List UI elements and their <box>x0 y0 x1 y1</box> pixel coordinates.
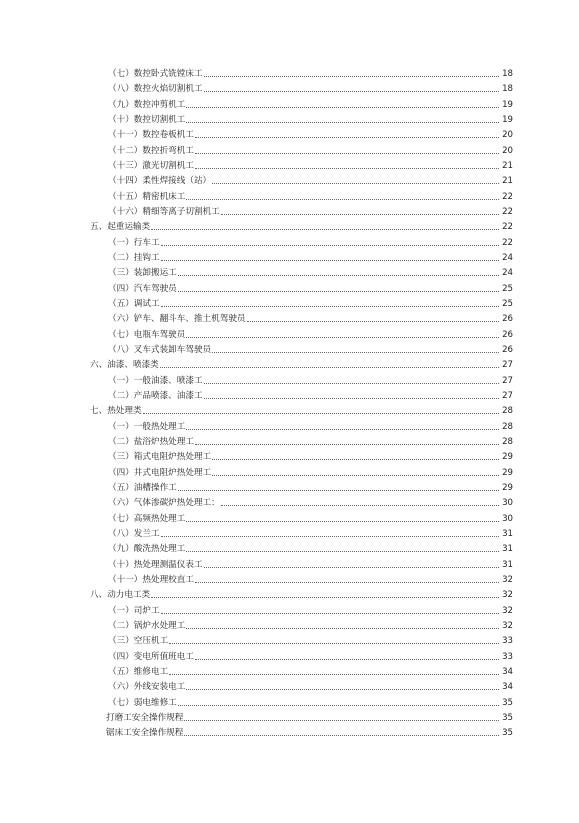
toc-dot-leader <box>204 567 499 568</box>
toc-entry[interactable] <box>108 603 513 617</box>
toc-dot-leader <box>151 229 499 230</box>
toc-entry-title: 七、热处理类 <box>90 406 142 417</box>
toc-dot-leader <box>178 705 499 706</box>
toc-page-number: 27 <box>502 360 513 371</box>
toc-dot-leader <box>184 720 499 721</box>
toc-dot-leader <box>169 643 499 644</box>
toc-dot-leader <box>161 306 499 307</box>
toc-page-number: 26 <box>502 329 513 340</box>
toc-entry-title: （十四）柔性焊接线（站） <box>108 176 212 187</box>
toc-page-number: 21 <box>502 176 513 187</box>
toc-entry[interactable] <box>108 649 513 663</box>
toc-page-number: 34 <box>502 666 513 677</box>
toc-entry-title: （二）锅炉水处理工 <box>108 620 186 631</box>
toc-dot-leader <box>186 628 499 629</box>
toc-entry[interactable] <box>108 97 513 111</box>
toc-dot-leader <box>161 260 499 261</box>
toc-entry-title: 六、油漆、喷漆类 <box>90 360 159 371</box>
toc-entry[interactable] <box>108 465 513 479</box>
toc-entry[interactable] <box>108 495 513 509</box>
toc-entry[interactable] <box>108 557 513 571</box>
toc-dot-leader <box>151 597 499 598</box>
toc-dot-leader <box>186 429 499 430</box>
toc-entry[interactable] <box>108 143 513 157</box>
toc-entry[interactable] <box>108 480 513 494</box>
toc-entry-title: （三）空压机工 <box>108 636 169 647</box>
toc-page-number: 32 <box>502 605 513 616</box>
toc-dot-leader <box>195 137 499 138</box>
toc-entry[interactable] <box>108 189 513 203</box>
toc-entry[interactable] <box>108 664 513 678</box>
toc-dot-leader <box>212 352 499 353</box>
toc-entry-title: （十一）热处理校直工 <box>108 574 194 585</box>
toc-page-number: 31 <box>502 559 513 570</box>
toc-entry-title: （五）维修电工 <box>108 666 169 677</box>
toc-dot-leader <box>221 505 499 506</box>
toc-entry-title: （一）行车工 <box>108 237 160 248</box>
toc-page-number: 32 <box>502 574 513 585</box>
toc-page-number: 28 <box>502 436 513 447</box>
toc-page-number: 28 <box>502 421 513 432</box>
toc-dot-leader <box>212 183 499 184</box>
toc-entry[interactable] <box>90 403 513 417</box>
toc-page-number: 22 <box>502 191 513 202</box>
toc-dot-leader <box>195 153 499 154</box>
toc-entry-title: （一）司炉工 <box>108 605 160 616</box>
toc-page-number: 22 <box>502 207 513 217</box>
toc-entry[interactable] <box>108 679 513 693</box>
toc-page-number: 32 <box>502 590 513 601</box>
toc-entry[interactable] <box>108 235 513 249</box>
toc-entry-title: （七）电瓶车驾驶员 <box>108 329 186 340</box>
toc-entry[interactable] <box>108 541 513 555</box>
toc-entry[interactable] <box>108 173 513 187</box>
toc-entry-title: （一）一般热处理工 <box>108 421 186 432</box>
toc-page-number: 29 <box>502 482 513 493</box>
toc-entry-title: （六）外线安装电工 <box>108 682 186 693</box>
toc-entry[interactable] <box>108 81 513 95</box>
toc-entry-title: （十三）激光切割机工 <box>108 161 194 171</box>
toc-entry[interactable] <box>108 158 513 172</box>
toc-entry-title: （十）数控切割机工 <box>108 115 186 125</box>
toc-dot-leader <box>178 275 499 276</box>
toc-entry[interactable] <box>108 281 513 295</box>
toc-page-number: 25 <box>502 298 513 309</box>
toc-page-number: 25 <box>502 283 513 294</box>
toc-entry[interactable] <box>108 296 513 310</box>
toc-page-number: 26 <box>502 314 513 325</box>
toc-dot-leader <box>195 659 499 660</box>
toc-dot-leader <box>195 168 499 169</box>
toc-dot-leader <box>178 291 499 292</box>
toc-entry[interactable] <box>108 204 513 218</box>
toc-dot-leader <box>186 199 499 200</box>
toc-page-number: 19 <box>502 115 513 125</box>
toc-dot-leader <box>186 551 499 552</box>
toc-entry-title: （十）热处理测温仪表工 <box>108 559 203 570</box>
toc-page-number: 21 <box>502 161 513 171</box>
toc-entry[interactable] <box>108 127 513 141</box>
toc-entry[interactable] <box>108 388 513 402</box>
toc-entry[interactable] <box>90 219 513 233</box>
toc-dot-leader <box>161 245 499 246</box>
toc-entry-title: （三）装卸搬运工 <box>108 268 177 279</box>
toc-dot-leader <box>204 383 499 384</box>
toc-dot-leader <box>186 107 499 108</box>
toc-entry-title: （三）箱式电阻炉热处理工 <box>108 452 212 463</box>
toc-entry[interactable] <box>108 618 513 632</box>
toc-dot-leader <box>204 91 499 92</box>
toc-entry[interactable] <box>108 695 513 709</box>
toc-entry[interactable] <box>108 511 513 525</box>
toc-entry-title: （八）叉车式装卸车驾驶员 <box>108 344 212 355</box>
toc-entry-title: （九）酸洗热处理工 <box>108 544 186 555</box>
toc-entry-title: （四）井式电阻炉热处理工 <box>108 467 212 478</box>
toc-page-number: 19 <box>502 99 513 110</box>
toc-page-number: 33 <box>502 636 513 647</box>
toc-entry-title: 锯床工安全操作规程 <box>106 728 184 739</box>
toc-entry[interactable] <box>106 710 513 724</box>
toc-page-number: 35 <box>502 712 513 723</box>
toc-entry-title: （二）产品喷漆、油漆工 <box>108 390 203 401</box>
toc-page-number: 22 <box>502 222 513 233</box>
toc-entry-title: （八）数控火焰切割机工 <box>108 84 203 95</box>
toc-entry[interactable] <box>108 250 513 264</box>
toc-dot-leader <box>195 582 499 583</box>
toc-entry-title: （七）数控卧式铣镗床工 <box>108 69 203 79</box>
toc-entry-title: 打磨工安全操作规程 <box>106 712 184 723</box>
toc-entry-title: （一）一般油漆、喷漆工 <box>108 375 203 386</box>
toc-dot-leader <box>247 321 499 322</box>
toc-entry-title: （十二）数控折弯机工 <box>108 145 194 156</box>
toc-page-number: 30 <box>502 498 513 509</box>
toc-entry-title: （五）调试工 <box>108 298 160 309</box>
toc-entry[interactable] <box>108 265 513 279</box>
toc-entry-title: （五）油槽操作工 <box>108 482 177 493</box>
toc-entry[interactable] <box>108 373 513 387</box>
toc-page-number: 33 <box>502 651 513 662</box>
toc-page-number: 35 <box>502 697 513 708</box>
toc-entry[interactable] <box>108 419 513 433</box>
toc-dot-leader <box>195 444 499 445</box>
toc-entry-title: （七）高频热处理工 <box>108 513 186 524</box>
toc-page-number: 32 <box>502 620 513 631</box>
toc-dot-leader <box>143 413 499 414</box>
toc-entry-title: （四）汽车驾驶员 <box>108 283 177 294</box>
toc-page-number: 29 <box>502 467 513 478</box>
toc-entry[interactable] <box>106 725 513 739</box>
toc-entry-title: （四）变电所值班电工 <box>108 651 194 662</box>
toc-entry-title: （九）数控冲剪机工 <box>108 99 186 110</box>
toc-dot-leader <box>186 337 499 338</box>
toc-entry-title: （六）气体渗碳炉热处理工： <box>108 498 220 509</box>
toc-entry[interactable] <box>108 327 513 341</box>
toc-entry-title: 五、起重运输类 <box>90 222 151 233</box>
toc-page-number: 20 <box>502 130 513 141</box>
toc-dot-leader <box>184 735 499 736</box>
toc-page-number: 31 <box>502 544 513 555</box>
toc-dot-leader <box>169 674 499 675</box>
toc-dot-leader <box>221 214 499 215</box>
toc-dot-leader <box>204 76 499 77</box>
toc-entry-title: （二）挂钩工 <box>108 253 160 263</box>
toc-entry-title: （六）铲车、翻斗车、推土机驾驶员 <box>108 314 246 325</box>
toc-page-number: 26 <box>502 344 513 355</box>
toc-entry[interactable] <box>108 66 513 80</box>
toc-entry[interactable] <box>108 311 513 325</box>
toc-entry[interactable] <box>108 434 513 448</box>
toc-entry[interactable] <box>108 633 513 647</box>
toc-page-number: 24 <box>502 253 513 263</box>
toc-entry-title: （十五）精密机床工 <box>108 191 186 202</box>
toc-entry[interactable] <box>90 587 513 601</box>
toc-page-number: 22 <box>502 237 513 248</box>
toc-entry[interactable] <box>108 342 513 356</box>
toc-dot-leader <box>161 613 499 614</box>
toc-entry[interactable] <box>108 112 513 126</box>
toc-entry-title: （八）发兰工 <box>108 528 160 539</box>
toc-page-number: 27 <box>502 375 513 386</box>
toc-entry[interactable] <box>108 449 513 463</box>
toc-entry-title: 八、动力电工类 <box>90 590 151 601</box>
toc-dot-leader <box>186 122 499 123</box>
toc-page-number: 27 <box>502 390 513 401</box>
toc-dot-leader <box>212 475 499 476</box>
toc-dot-leader <box>186 521 499 522</box>
toc-dot-leader <box>204 398 499 399</box>
toc-page-number: 18 <box>502 69 513 79</box>
toc-entry-title: （二）盐浴炉热处理工 <box>108 436 194 447</box>
toc-dot-leader <box>161 536 499 537</box>
toc-page-number: 20 <box>502 145 513 156</box>
toc-entry-title: （十六）精细等离子切割机工 <box>108 207 220 217</box>
toc-page-number: 18 <box>502 84 513 95</box>
toc-dot-leader <box>186 689 499 690</box>
toc-page-number: 34 <box>502 682 513 693</box>
toc-dot-leader <box>160 367 499 368</box>
toc-page-number: 24 <box>502 268 513 279</box>
toc-entry[interactable] <box>108 572 513 586</box>
toc-dot-leader <box>178 490 499 491</box>
toc-entry-title: （十一）数控卷板机工 <box>108 130 194 141</box>
toc-page-number: 35 <box>502 728 513 739</box>
toc-page-number: 29 <box>502 452 513 463</box>
toc-page-number: 28 <box>502 406 513 417</box>
toc-entry-title: （七）弱电维修工 <box>108 697 177 708</box>
toc-dot-leader <box>212 459 499 460</box>
toc-entry[interactable] <box>90 357 513 371</box>
toc-page-number: 31 <box>502 528 513 539</box>
toc-entry[interactable] <box>108 526 513 540</box>
toc-page-number: 30 <box>502 513 513 524</box>
